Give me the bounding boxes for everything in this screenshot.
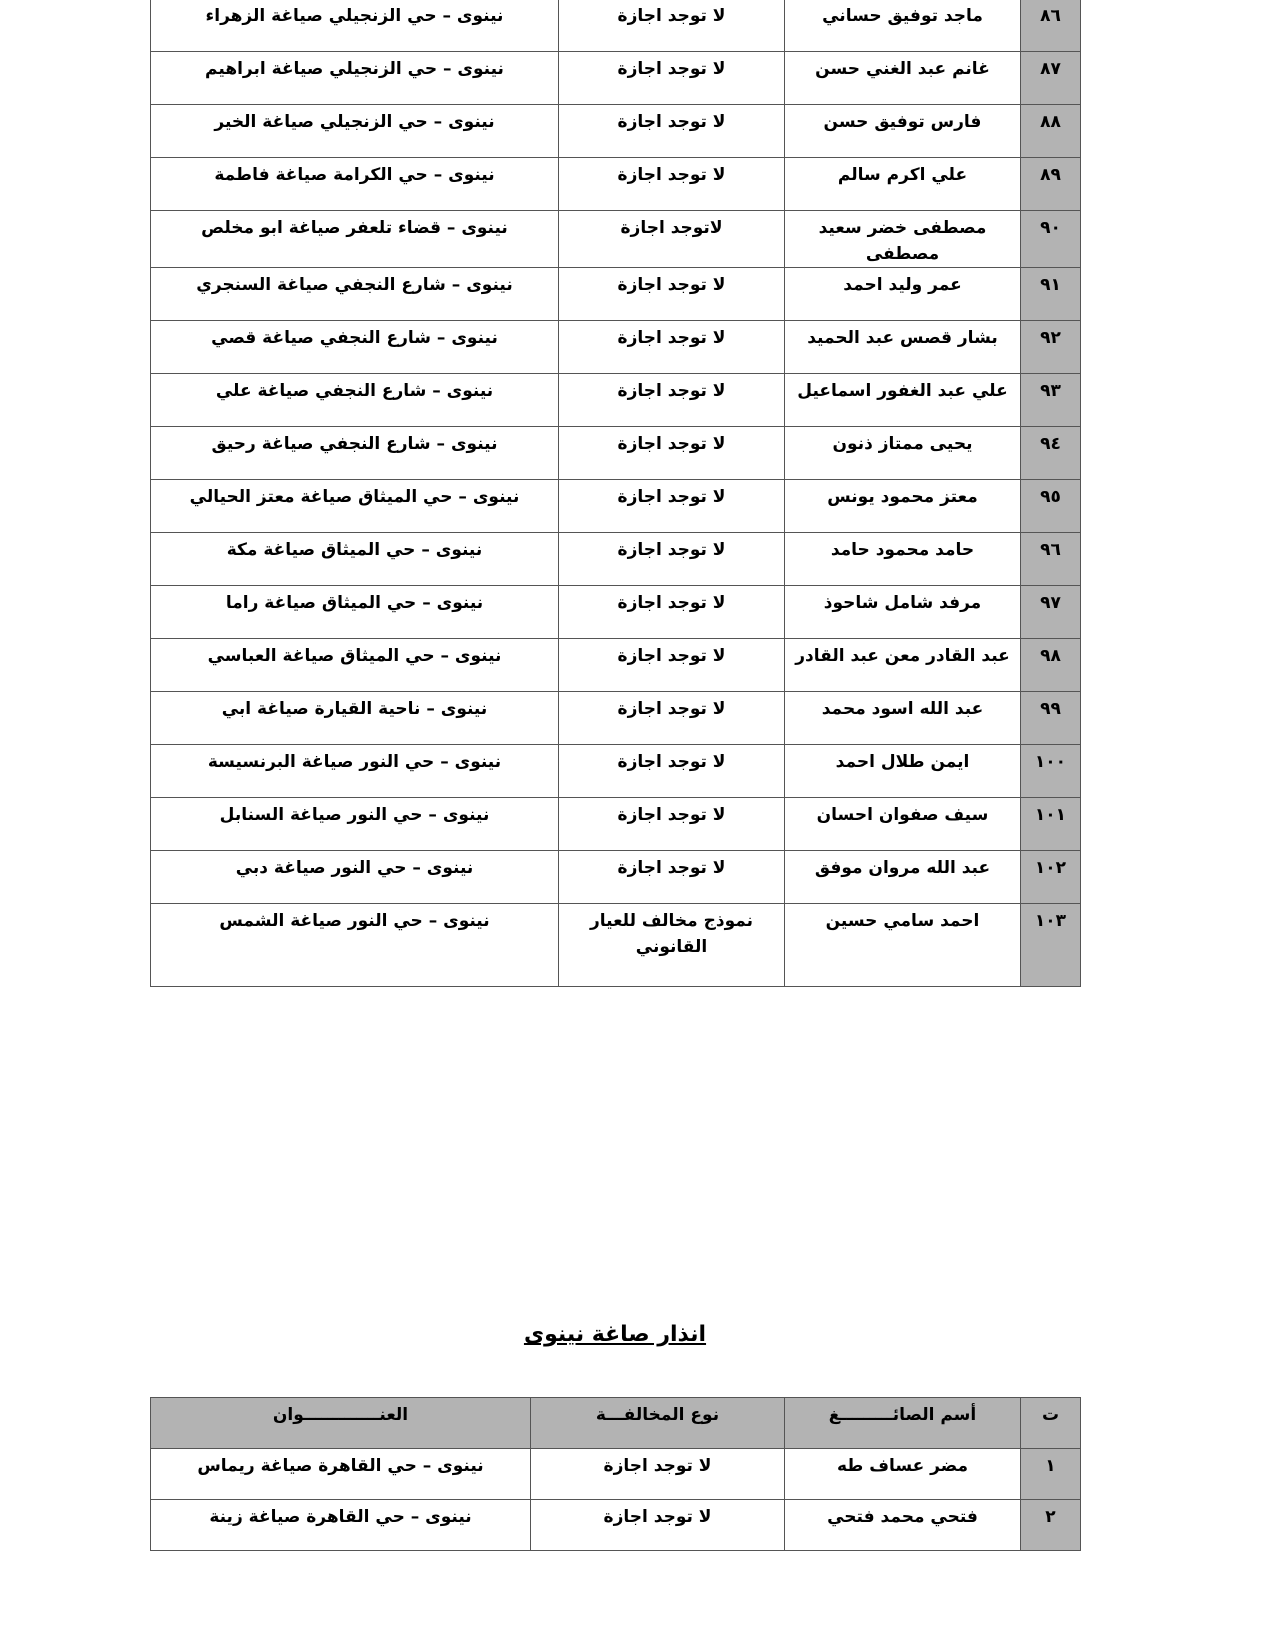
goldsmith-name: فتحي محمد فتحي: [785, 1500, 1021, 1551]
goldsmith-name: عبد الله اسود محمد: [785, 692, 1021, 745]
address: نينوى – حي النور صياغة البرنسيسة: [151, 745, 559, 798]
goldsmith-name: معتز محمود يونس: [785, 480, 1021, 533]
table-row: [151, 533, 1081, 586]
header-goldsmith-name: أسم الصائـــــــــغ: [785, 1398, 1021, 1449]
table-row: [151, 321, 1081, 374]
warning-goldsmiths-table: [150, 1397, 1081, 1551]
goldsmith-name: احمد سامي حسين: [785, 904, 1021, 987]
address: نينوى – حي الكرامة صياغة فاطمة: [151, 158, 559, 211]
violation-type: لا توجد اجازة: [559, 427, 785, 480]
row-number: ١٠٢: [1021, 851, 1081, 904]
violation-type: لا توجد اجازة: [559, 0, 785, 52]
violation-type: نموذج مخالف للعيار القانوني: [559, 904, 785, 987]
row-number: ٩٣: [1021, 374, 1081, 427]
goldsmith-name: ماجد توفيق حساني: [785, 0, 1021, 52]
row-number: ٩٨: [1021, 639, 1081, 692]
address: نينوى – حي الزنجيلي صياغة الزهراء: [151, 0, 559, 52]
table-row: [151, 211, 1081, 268]
table-row: [151, 0, 1081, 52]
table-row: [151, 745, 1081, 798]
table-row: [151, 692, 1081, 745]
table-row: [151, 639, 1081, 692]
address: نينوى – حي الزنجيلي صياغة الخير: [151, 105, 559, 158]
address: نينوى – حي الميثاق صياغة مكة: [151, 533, 559, 586]
row-number: ١٠١: [1021, 798, 1081, 851]
violation-type: لا توجد اجازة: [559, 692, 785, 745]
violation-type: لا توجد اجازة: [559, 745, 785, 798]
address: نينوى – شارع النجفي صياغة السنجري: [151, 268, 559, 321]
goldsmith-name: غانم عبد الغني حسن: [785, 52, 1021, 105]
address: نينوى – شارع النجفي صياغة رحيق: [151, 427, 559, 480]
row-number: ٩٩: [1021, 692, 1081, 745]
violation-type: لا توجد اجازة: [559, 52, 785, 105]
header-address: العنـــــــــــــوان: [151, 1398, 531, 1449]
address: نينوى – حي النور صياغة الشمس: [151, 904, 559, 987]
address: نينوى – حي الميثاق صياغة معتز الحيالي: [151, 480, 559, 533]
violation-type: لا توجد اجازة: [559, 105, 785, 158]
table-header-row: [151, 1398, 1081, 1449]
violation-type: لا توجد اجازة: [559, 851, 785, 904]
table-row: [151, 480, 1081, 533]
violation-type: لا توجد اجازة: [559, 268, 785, 321]
address: نينوى – حي القاهرة صياغة ريماس: [151, 1449, 531, 1500]
address: نينوى – حي الميثاق صياغة راما: [151, 586, 559, 639]
address: نينوى – حي النور صياغة دبي: [151, 851, 559, 904]
table-row: [151, 427, 1081, 480]
row-number: ٢: [1021, 1500, 1081, 1551]
goldsmith-name: مضر عساف طه: [785, 1449, 1021, 1500]
goldsmith-name: فارس توفيق حسن: [785, 105, 1021, 158]
row-number: ٩٧: [1021, 586, 1081, 639]
row-number: ١: [1021, 1449, 1081, 1500]
table-row: [151, 52, 1081, 105]
violation-type: لا توجد اجازة: [559, 158, 785, 211]
table-row: [151, 1500, 1081, 1551]
row-number: ٩٤: [1021, 427, 1081, 480]
violation-type: لا توجد اجازة: [559, 586, 785, 639]
row-number: ٨٦: [1021, 0, 1081, 52]
header-violation-type: نوع المخالفـــة: [531, 1398, 785, 1449]
violation-type: لا توجد اجازة: [559, 798, 785, 851]
violation-type: لا توجد اجازة: [559, 639, 785, 692]
row-number: ٩٥: [1021, 480, 1081, 533]
row-number: ٨٨: [1021, 105, 1081, 158]
table-body: [151, 1449, 1081, 1551]
row-number: ٩٦: [1021, 533, 1081, 586]
violation-type: لا توجد اجازة: [559, 321, 785, 374]
address: نينوى – حي القاهرة صياغة زينة: [151, 1500, 531, 1551]
table-body: [151, 0, 1081, 987]
goldsmith-name: عمر وليد احمد: [785, 268, 1021, 321]
table-row: [151, 798, 1081, 851]
address: نينوى – حي النور صياغة السنابل: [151, 798, 559, 851]
table-row: [151, 586, 1081, 639]
address: نينوى – حي الميثاق صياغة العباسي: [151, 639, 559, 692]
table-row: [151, 904, 1081, 987]
address: نينوى – قضاء تلعفر صياغة ابو مخلص: [151, 211, 559, 268]
section-title: انذار صاغة نينوى: [523, 1322, 707, 1347]
address: نينوى – حي الزنجيلي صياغة ابراهيم: [151, 52, 559, 105]
row-number: ٨٧: [1021, 52, 1081, 105]
table-row: [151, 1449, 1081, 1500]
table-row: [151, 268, 1081, 321]
table-row: [151, 158, 1081, 211]
goldsmith-name: مرفد شامل شاحوذ: [785, 586, 1021, 639]
table-row: [151, 374, 1081, 427]
goldsmith-name: عبد الله مروان موفق: [785, 851, 1021, 904]
row-number: ٩٠: [1021, 211, 1081, 268]
violation-type: لا توجد اجازة: [559, 480, 785, 533]
address: نينوى – شارع النجفي صياغة قصي: [151, 321, 559, 374]
row-number: ١٠٠: [1021, 745, 1081, 798]
goldsmith-name: عبد القادر معن عبد القادر: [785, 639, 1021, 692]
goldsmith-name: مصطفى خضر سعيد مصطفى: [785, 211, 1021, 268]
header-number: ت: [1021, 1398, 1081, 1449]
table-row: [151, 851, 1081, 904]
goldsmith-name: يحيى ممتاز ذنون: [785, 427, 1021, 480]
violation-type: لا توجد اجازة: [531, 1500, 785, 1551]
violation-type: لا توجد اجازة: [559, 533, 785, 586]
goldsmith-table-continued: [150, 0, 1081, 987]
violation-type: لا توجد اجازة: [559, 374, 785, 427]
goldsmith-name: علي عبد الغفور اسماعيل: [785, 374, 1021, 427]
table-row: [151, 105, 1081, 158]
goldsmith-name: سيف صفوان احسان: [785, 798, 1021, 851]
goldsmith-name: علي اكرم سالم: [785, 158, 1021, 211]
goldsmith-name: حامد محمود حامد: [785, 533, 1021, 586]
violation-type: لا توجد اجازة: [531, 1449, 785, 1500]
goldsmith-name: بشار قصس عبد الحميد: [785, 321, 1021, 374]
goldsmith-name: ايمن طلال احمد: [785, 745, 1021, 798]
row-number: ٩١: [1021, 268, 1081, 321]
row-number: ٩٢: [1021, 321, 1081, 374]
address: نينوى – ناحية القيارة صياغة ابي: [151, 692, 559, 745]
row-number: ٨٩: [1021, 158, 1081, 211]
violation-type: لاتوجد اجازة: [559, 211, 785, 268]
address: نينوى – شارع النجفي صياغة علي: [151, 374, 559, 427]
row-number: ١٠٣: [1021, 904, 1081, 987]
